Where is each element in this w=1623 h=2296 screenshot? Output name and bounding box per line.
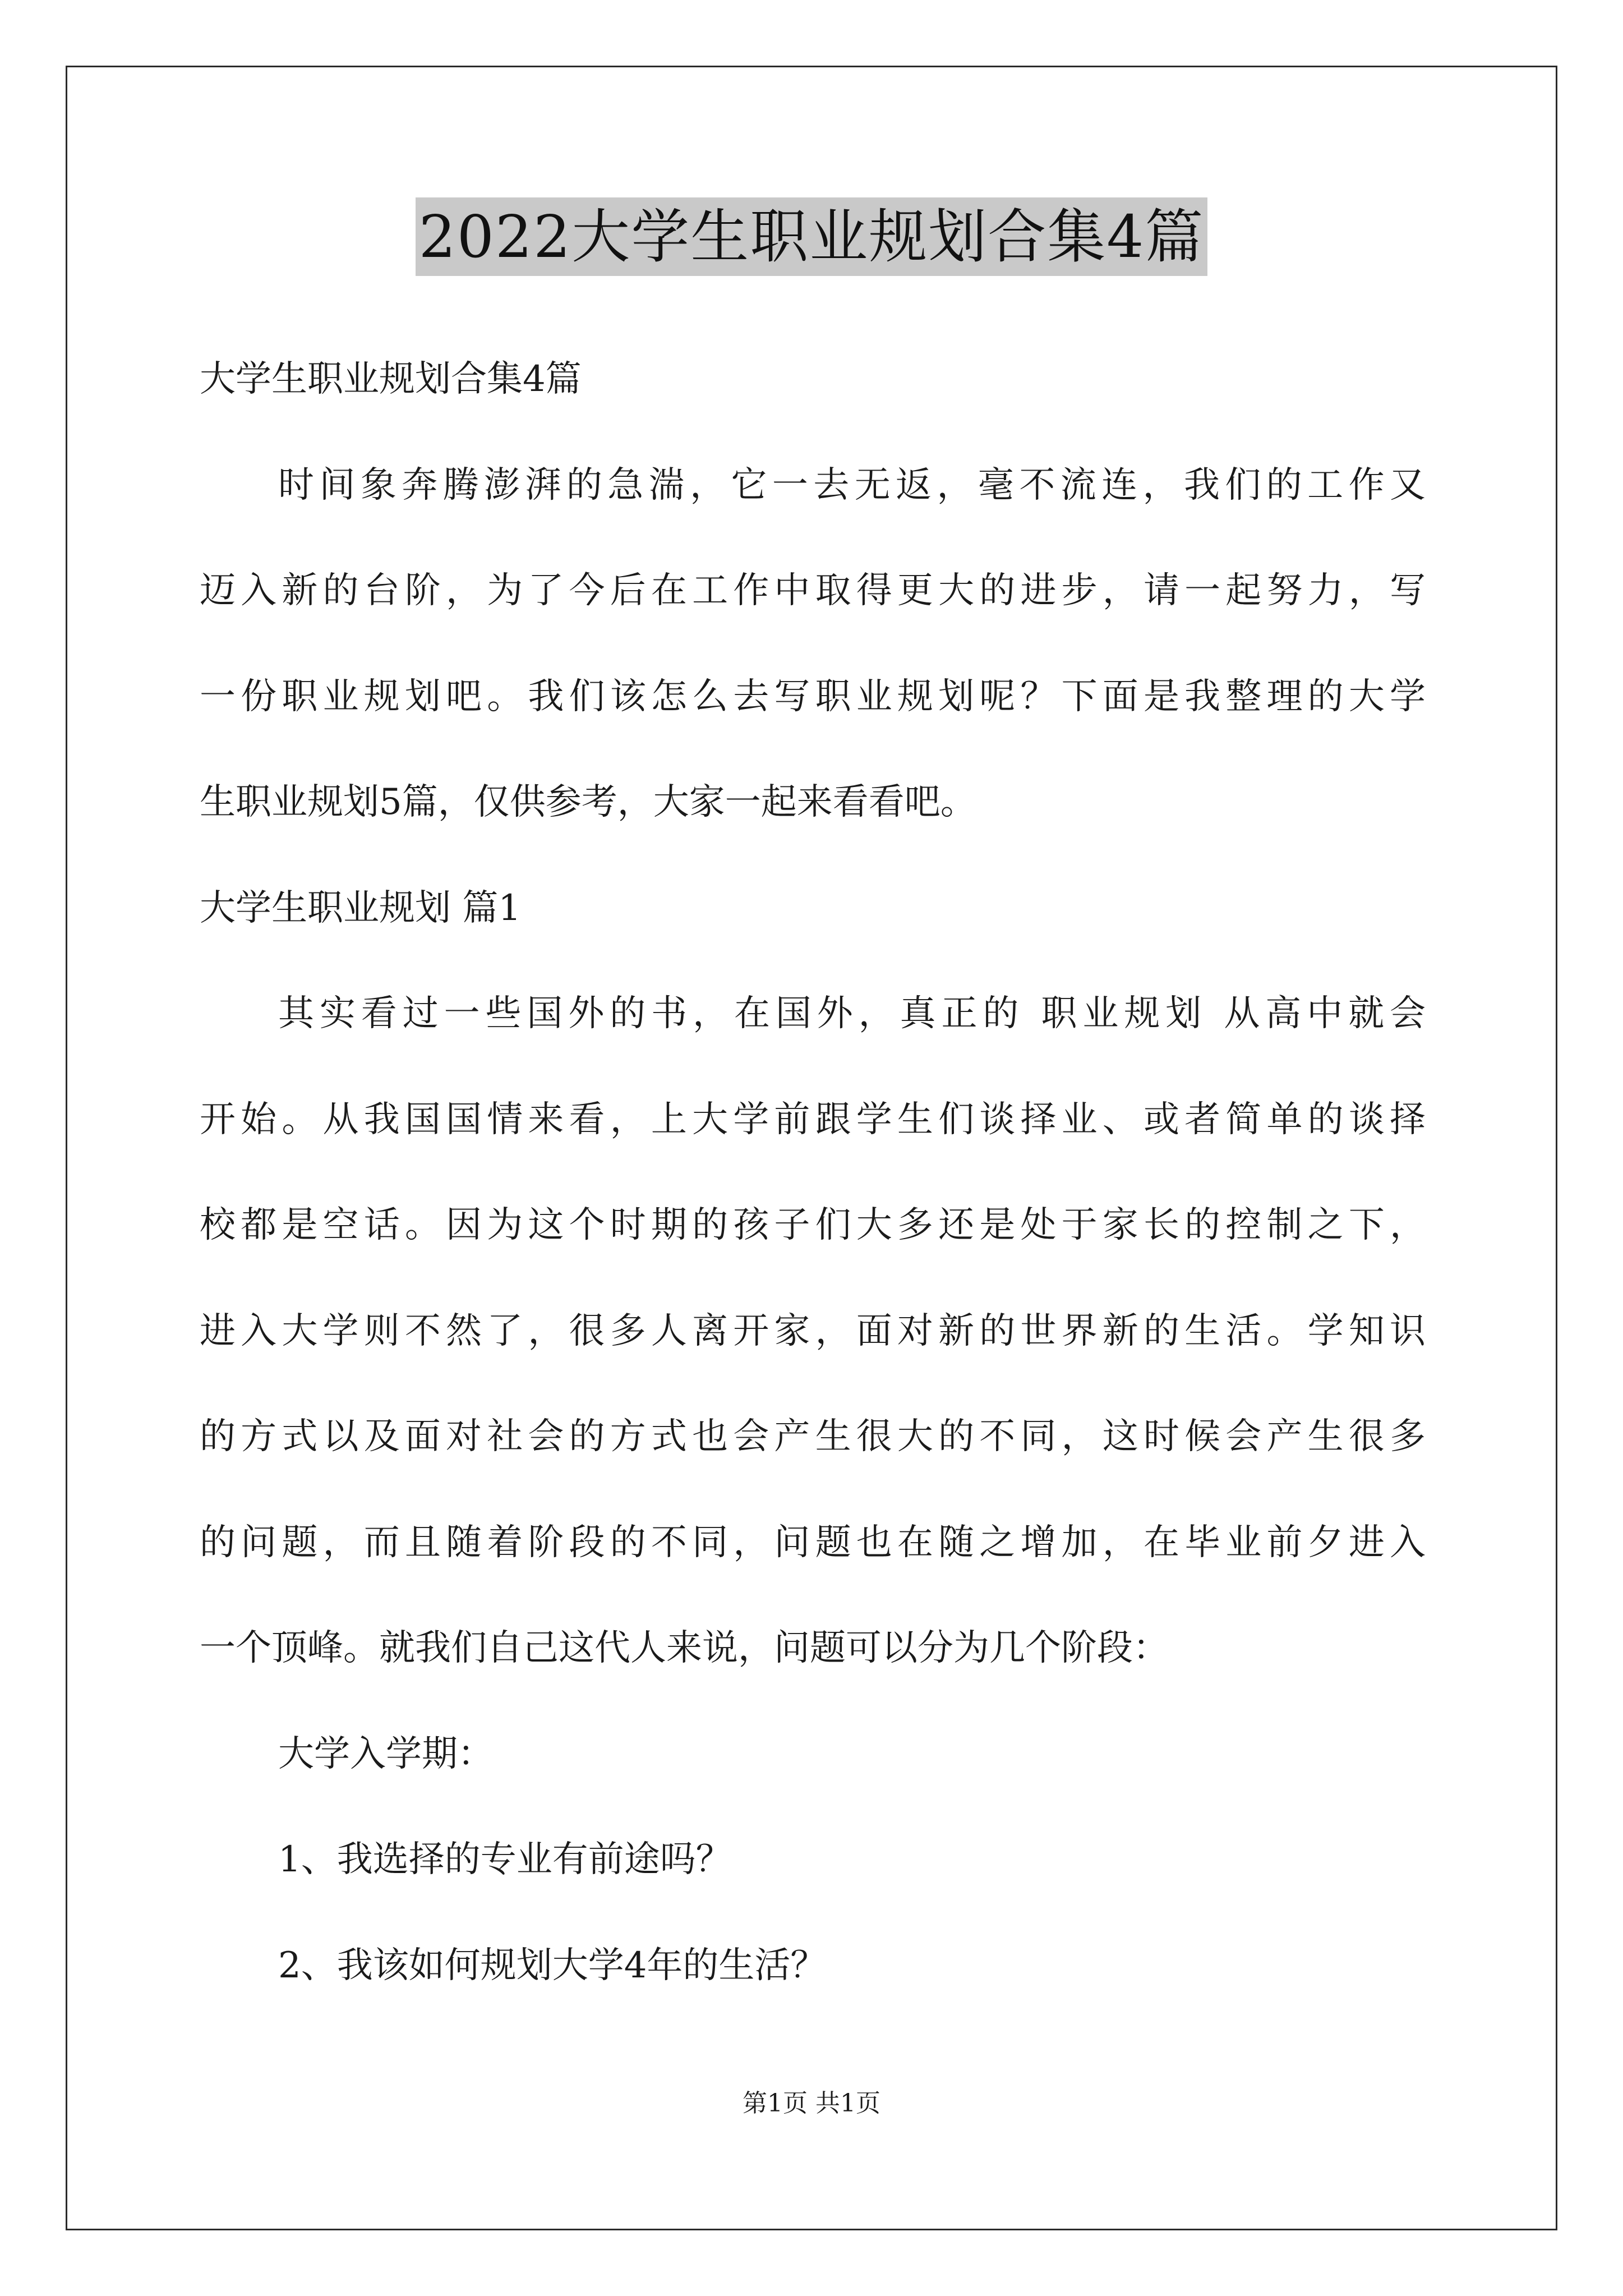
body-line-3: 校都是空话。因为这个时期的孩子们大多还是处于家长的控制之下， — [200, 1204, 1426, 1246]
body-line-1: 其实看过一些国外的书，在国外，真正的 职业规划 从高中就会 — [278, 993, 1426, 1034]
question-item: 1、我选择的专业有前途吗？ — [278, 1839, 732, 1880]
title-container — [0, 197, 1623, 276]
intro-line-4: 生职业规划5篇，仅供参考，大家一起来看看吧。 — [200, 781, 976, 823]
body-line-4: 进入大学则不然了，很多人离开家，面对新的世界新的生活。学知识 — [200, 1310, 1426, 1352]
body-line-6: 的问题，而且随着阶段的不同，问题也在随之增加，在毕业前夕进入 — [200, 1522, 1426, 1563]
question-item: 2、我该如何规划大学4年的生活？ — [278, 1945, 827, 1986]
document-title: 2022大学生职业规划合集4篇 — [416, 197, 1208, 276]
intro-line-1: 时间象奔腾澎湃的急湍，它一去无返，毫不流连，我们的工作又 — [278, 464, 1426, 506]
body-line-2: 开始。从我国国情来看，上大学前跟学生们谈择业、或者简单的谈择 — [200, 1099, 1426, 1140]
body-line-5: 的方式以及面对社会的方式也会产生很大的不同，这时候会产生很多 — [200, 1416, 1426, 1457]
section-heading: 大学生职业规划 篇1 — [200, 887, 522, 929]
subtitle: 大学生职业规划合集4篇 — [200, 358, 582, 400]
body-line-7: 一个顶峰。就我们自己这代人来说，问题可以分为几个阶段： — [200, 1627, 1169, 1669]
page-footer: 第1页 共1页 — [743, 2089, 880, 2118]
intro-line-3: 一份职业规划吧。我们该怎么去写职业规划呢？下面是我整理的大学 — [200, 676, 1426, 717]
stage-label: 大学入学期： — [278, 1733, 494, 1775]
intro-line-2: 迈入新的台阶，为了今后在工作中取得更大的进步，请一起努力，写 — [200, 570, 1426, 611]
